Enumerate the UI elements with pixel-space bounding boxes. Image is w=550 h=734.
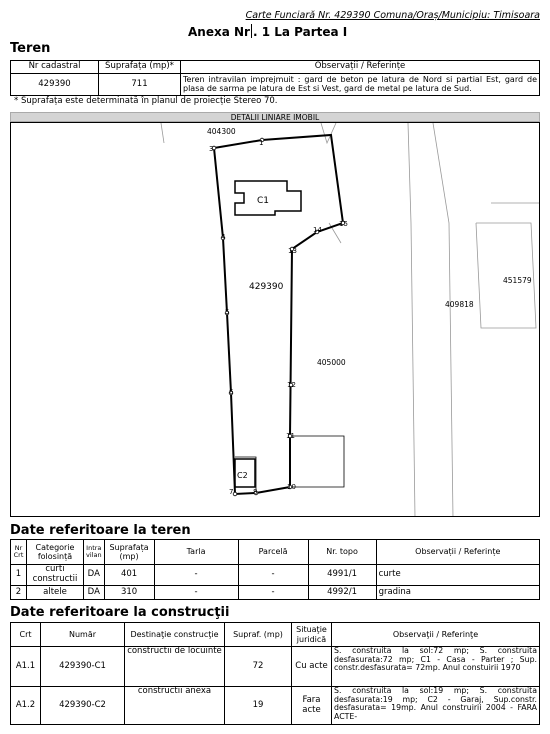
registry-header: Carte Funciară Nr. 429390 Comuna/Oraș/Municipiu: Timisoara <box>245 10 540 21</box>
row2-tarla: - <box>154 586 238 600</box>
col-observatii-teren: Observații / Referințe <box>376 540 539 565</box>
col-nr-cadastral: Nr cadastral <box>11 61 99 74</box>
table-row <box>11 647 540 687</box>
table-row <box>11 687 540 725</box>
vertex-label-4: 4 <box>221 233 226 241</box>
row1-suprafata: 401 <box>104 565 154 586</box>
vertex-label-3: 3 <box>209 145 214 153</box>
neighbor-label-404300: 404300 <box>207 127 236 136</box>
section-teren-title: Teren <box>10 41 51 56</box>
annex-suffix: . 1 La Partea I <box>252 25 348 39</box>
parcel-boundary <box>214 135 343 494</box>
vertex-label-1: 1 <box>259 139 264 147</box>
col-suprafata-teren: Suprafața (mp) <box>104 540 154 565</box>
vertex-label-6: 6 <box>229 388 234 396</box>
c-row2-situatie: Fara acte <box>292 687 332 725</box>
annex-prefix: Anexa Nr <box>188 25 250 39</box>
vertex-labels <box>209 139 348 496</box>
c-row2-crt: A1.2 <box>11 687 41 725</box>
text-cursor <box>251 24 252 38</box>
row1-categorie: curti constructii <box>27 565 84 586</box>
neighbor-label-405000: 405000 <box>317 358 346 367</box>
c-row2-numar: 429390-C2 <box>41 687 125 725</box>
neighbor-labels <box>207 127 532 367</box>
surface-footnote: * Suprafața este determinată în planul de proiecție Stereo 70. <box>14 96 278 106</box>
row1-crt: 1 <box>11 565 27 586</box>
map-header-bar: DETALII LINIARE IMOBIL <box>10 112 540 122</box>
col-tarla: Tarla <box>154 540 238 565</box>
row1-obs: curte <box>376 565 539 586</box>
date-constructii-table <box>10 622 540 725</box>
c-row1-suprafata: 72 <box>225 647 292 687</box>
row2-obs: gradina <box>376 586 539 600</box>
row1-parcela: - <box>238 565 308 586</box>
vertex-label-7: 7 <box>229 488 234 496</box>
row2-parcela: - <box>238 586 308 600</box>
c-row2-destinatie: constructii anexa <box>125 687 225 725</box>
row2-categorie: altele <box>27 586 84 600</box>
annex-title <box>188 24 347 39</box>
col-intravilan: Intra vilan <box>84 540 105 565</box>
neighbor-label-451579: 451579 <box>503 276 532 285</box>
section-date-constructii-title: Date referitoare la construcţii <box>10 605 230 620</box>
vertex-label-15: 15 <box>339 220 348 228</box>
parcel-map-drawing <box>11 123 540 517</box>
section-date-teren-title: Date referitoare la teren <box>10 523 191 538</box>
col-destinatie: Destinaţie construcţie <box>125 623 225 647</box>
c-row1-numar: 429390-C1 <box>41 647 125 687</box>
col-nr-topo: Nr. topo <box>308 540 376 565</box>
c-row1-destinatie: constructii de locuinte <box>125 647 225 687</box>
row1-topo: 4991/1 <box>308 565 376 586</box>
building-label-c1: C1 <box>257 196 270 206</box>
col-situatie: Situaţie juridică <box>292 623 332 647</box>
building-label-c2: C2 <box>237 471 248 480</box>
col-supraf: Supraf. (mp) <box>225 623 292 647</box>
vertex-label-8: 8 <box>253 488 258 496</box>
table-row <box>11 565 540 586</box>
row2-crt: 2 <box>11 586 27 600</box>
vertex-label-11: 11 <box>286 432 295 440</box>
neighbor-label-409818: 409818 <box>445 300 474 309</box>
col-observatii: Observații / Referințe <box>181 61 540 74</box>
col-nr-crt: Nr Crt <box>11 540 27 565</box>
col-categorie: Categorie folosință <box>27 540 84 565</box>
vertex-label-5: 5 <box>225 308 230 316</box>
observatii-value: Teren intravilan imprejmuit : gard de beton pe latura de Nord si partial Est, gard de plasa de sarma pe latura de Est si Vest, gard de metal pe latura de Sud. <box>181 74 540 96</box>
vertex-label-14: 14 <box>313 226 322 234</box>
c-row1-crt: A1.1 <box>11 647 41 687</box>
vertex-label-13: 13 <box>288 247 297 255</box>
c-row2-suprafata: 19 <box>225 687 292 725</box>
col-suprafata: Suprafața (mp)* <box>99 61 181 74</box>
parcel-label: 429390 <box>249 282 284 292</box>
row1-tarla: - <box>154 565 238 586</box>
date-teren-table <box>10 539 540 600</box>
col-observatii-constructii: Observaţii / Referinţe <box>332 623 540 647</box>
row2-suprafata: 310 <box>104 586 154 600</box>
col-numar: Număr <box>41 623 125 647</box>
row2-intravilan: DA <box>84 586 105 600</box>
nr-cadastral-value: 429390 <box>11 74 99 96</box>
col-crt: Crt <box>11 623 41 647</box>
col-parcela: Parcelă <box>238 540 308 565</box>
parcel-map <box>10 122 540 517</box>
teren-table <box>10 60 540 96</box>
c-row1-obs: S. construita la sol:72 mp; S. construita desfasurata:72 mp; C1 - Casa - Parter ; Sup. constr.desfasurata= 72mp. Anul constuirii 1970 <box>332 647 540 687</box>
suprafata-value: 711 <box>99 74 181 96</box>
c-row2-obs: S. construita la sol:19 mp; S. construita desfasurata:19 mp; C2 - Garaj, Sup.constr. desfasurata= 19mp. Anul construirii 2004 - FARA ACTE- <box>332 687 540 725</box>
vertex-label-12: 12 <box>287 381 296 389</box>
row1-intravilan: DA <box>84 565 105 586</box>
table-row <box>11 586 540 600</box>
c-row1-situatie: Cu acte <box>292 647 332 687</box>
vertex-label-10: 10 <box>287 483 296 491</box>
row2-topo: 4992/1 <box>308 586 376 600</box>
